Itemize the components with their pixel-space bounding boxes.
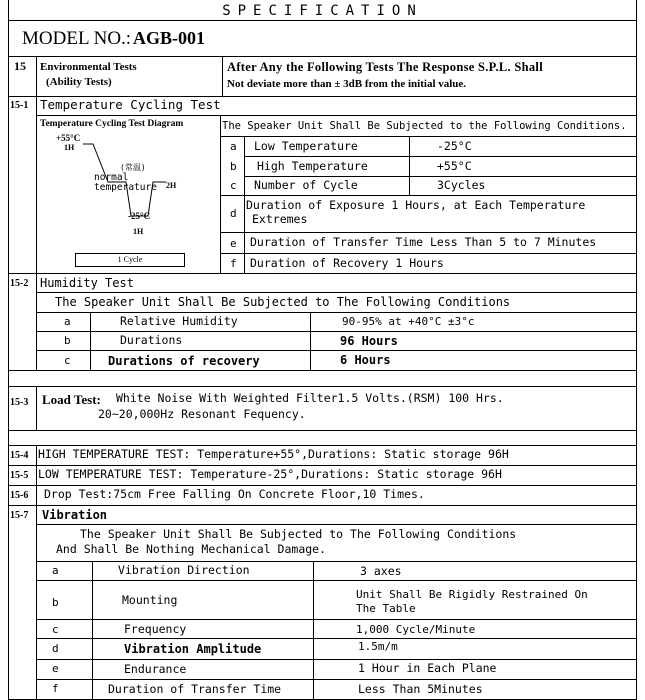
section-number: 15 — [14, 59, 26, 73]
row-key: d — [230, 207, 237, 220]
high-temp-label: +55°C — [56, 133, 81, 143]
section-number: 15-7 — [10, 510, 29, 521]
row-key: e — [230, 237, 237, 250]
row-key: b — [52, 596, 59, 609]
normal-label-line1: normal — [94, 172, 129, 183]
row-label: Endurance — [124, 662, 187, 676]
row-label: High Temperature — [257, 159, 368, 173]
section-number: 15-5 — [10, 470, 29, 481]
row-label: Number of Cycle — [254, 178, 358, 192]
row-key: b — [230, 160, 237, 173]
row-label: Frequency — [124, 622, 187, 636]
row-label: Relative Humidity — [120, 314, 238, 328]
row-value: 6 Hours — [340, 353, 391, 367]
temp-intro: The Speaker Unit Shall Be Subjected to the Following Conditions. — [222, 120, 627, 132]
row-key: d — [52, 642, 59, 655]
row-key: c — [64, 354, 71, 367]
row-key: a — [64, 315, 71, 328]
row-value: -25°C — [437, 139, 472, 153]
vibration-intro-line2: And Shall Be Nothing Mechanical Damage. — [56, 542, 327, 556]
section-number: 15-1 — [10, 100, 29, 111]
row-label: Low Temperature — [254, 139, 358, 153]
exposure-line2: Extremes — [252, 212, 308, 226]
normal-label-line2: temperature — [94, 182, 157, 193]
row-key: c — [52, 623, 59, 636]
env-title-line2: (Ability Tests) — [46, 76, 112, 88]
row-value: Less Than 5Minutes — [358, 682, 483, 696]
diagram-title: Temperature Cycling Test Diagram — [40, 119, 184, 129]
load-line2: 20~20,000Hz Resonant Fequency. — [98, 407, 306, 421]
section-number: 15-2 — [10, 278, 29, 289]
section-number: 15-4 — [10, 450, 29, 461]
normal-time-label: 2H — [166, 181, 177, 190]
load-line1: White Noise With Weighted Filter1.5 Volts.(RSM) 100 Hrs. — [116, 391, 504, 405]
humidity-intro: The Speaker Unit Shall Be Subjected to The Following Conditions — [55, 295, 511, 309]
row-label: Durations of recovery — [108, 354, 260, 368]
drop-test-text: Drop Test:75cm Free Falling On Concrete Floor,10 Times. — [44, 487, 425, 501]
low-temp-test-text: LOW TEMPERATURE TEST: Temperature-25°,Durations: Static storage 96H — [38, 467, 502, 481]
env-desc-line2: Not deviate more than ± 3dB from the initial value. — [227, 78, 467, 90]
temp-title: Temperature Cycling Test — [40, 97, 221, 112]
row-label: Durations — [120, 333, 183, 347]
low-time-label: 1H — [133, 227, 144, 236]
env-desc-line1: After Any the Following Tests The Response S.P.L. Shall — [227, 60, 543, 74]
low-temp-label: -25°C — [128, 211, 151, 221]
row-value-line2: The Table — [356, 602, 416, 615]
vibration-title: Vibration — [42, 508, 108, 522]
row-key: b — [64, 334, 71, 347]
row-label: Vibration Direction — [118, 563, 250, 577]
section-number: 15-6 — [10, 490, 29, 501]
transfer-text: Duration of Transfer Time Less Than 5 to 7 Minutes — [250, 235, 597, 249]
exposure-line1: Duration of Exposure 1 Hours, at Each Temperature — [246, 198, 586, 212]
row-key: a — [52, 564, 59, 577]
row-value: 1 Hour in Each Plane — [358, 661, 497, 675]
high-temp-test-text: HIGH TEMPERATURE TEST: Temperature+55°,Durations: Static storage 96H — [38, 447, 509, 461]
row-value: 1.5m/m — [358, 640, 398, 653]
note-label: (常温) — [120, 163, 146, 172]
model-value: AGB-001 — [133, 28, 205, 48]
row-key: a — [230, 140, 237, 153]
row-value: 1,000 Cycle/Minute — [356, 623, 476, 636]
env-title-line1: Environmental Tests — [40, 61, 137, 73]
cycle-label: 1 Cycle — [117, 255, 143, 264]
row-key: e — [52, 662, 59, 675]
row-value: +55°C — [437, 159, 472, 173]
row-label: Vibration Amplitude — [124, 642, 262, 656]
recovery-text: Duration of Recovery 1 Hours — [250, 256, 444, 270]
row-label: Mounting — [122, 593, 178, 607]
row-value: 90-95% at +40°C ±3°c — [342, 315, 475, 328]
load-label: Load Test: — [42, 392, 101, 407]
humidity-title: Humidity Test — [40, 276, 134, 290]
row-key: f — [52, 682, 59, 695]
row-value: 3 axes — [360, 564, 402, 578]
row-value-line1: Unit Shall Be Rigidly Restrained On — [356, 588, 588, 601]
page-title: SPECIFICATION — [222, 3, 423, 19]
model-label: MODEL NO.: — [22, 28, 132, 49]
high-time-label: 1H — [64, 143, 75, 152]
section-number: 15-3 — [10, 397, 29, 408]
row-label: Duration of Transfer Time — [108, 682, 282, 696]
row-key: f — [230, 257, 237, 270]
row-value: 96 Hours — [340, 334, 398, 348]
row-key: c — [230, 179, 237, 192]
row-value: 3Cycles — [437, 178, 486, 192]
vibration-intro-line1: The Speaker Unit Shall Be Subjected to The Following Conditions — [80, 527, 517, 541]
